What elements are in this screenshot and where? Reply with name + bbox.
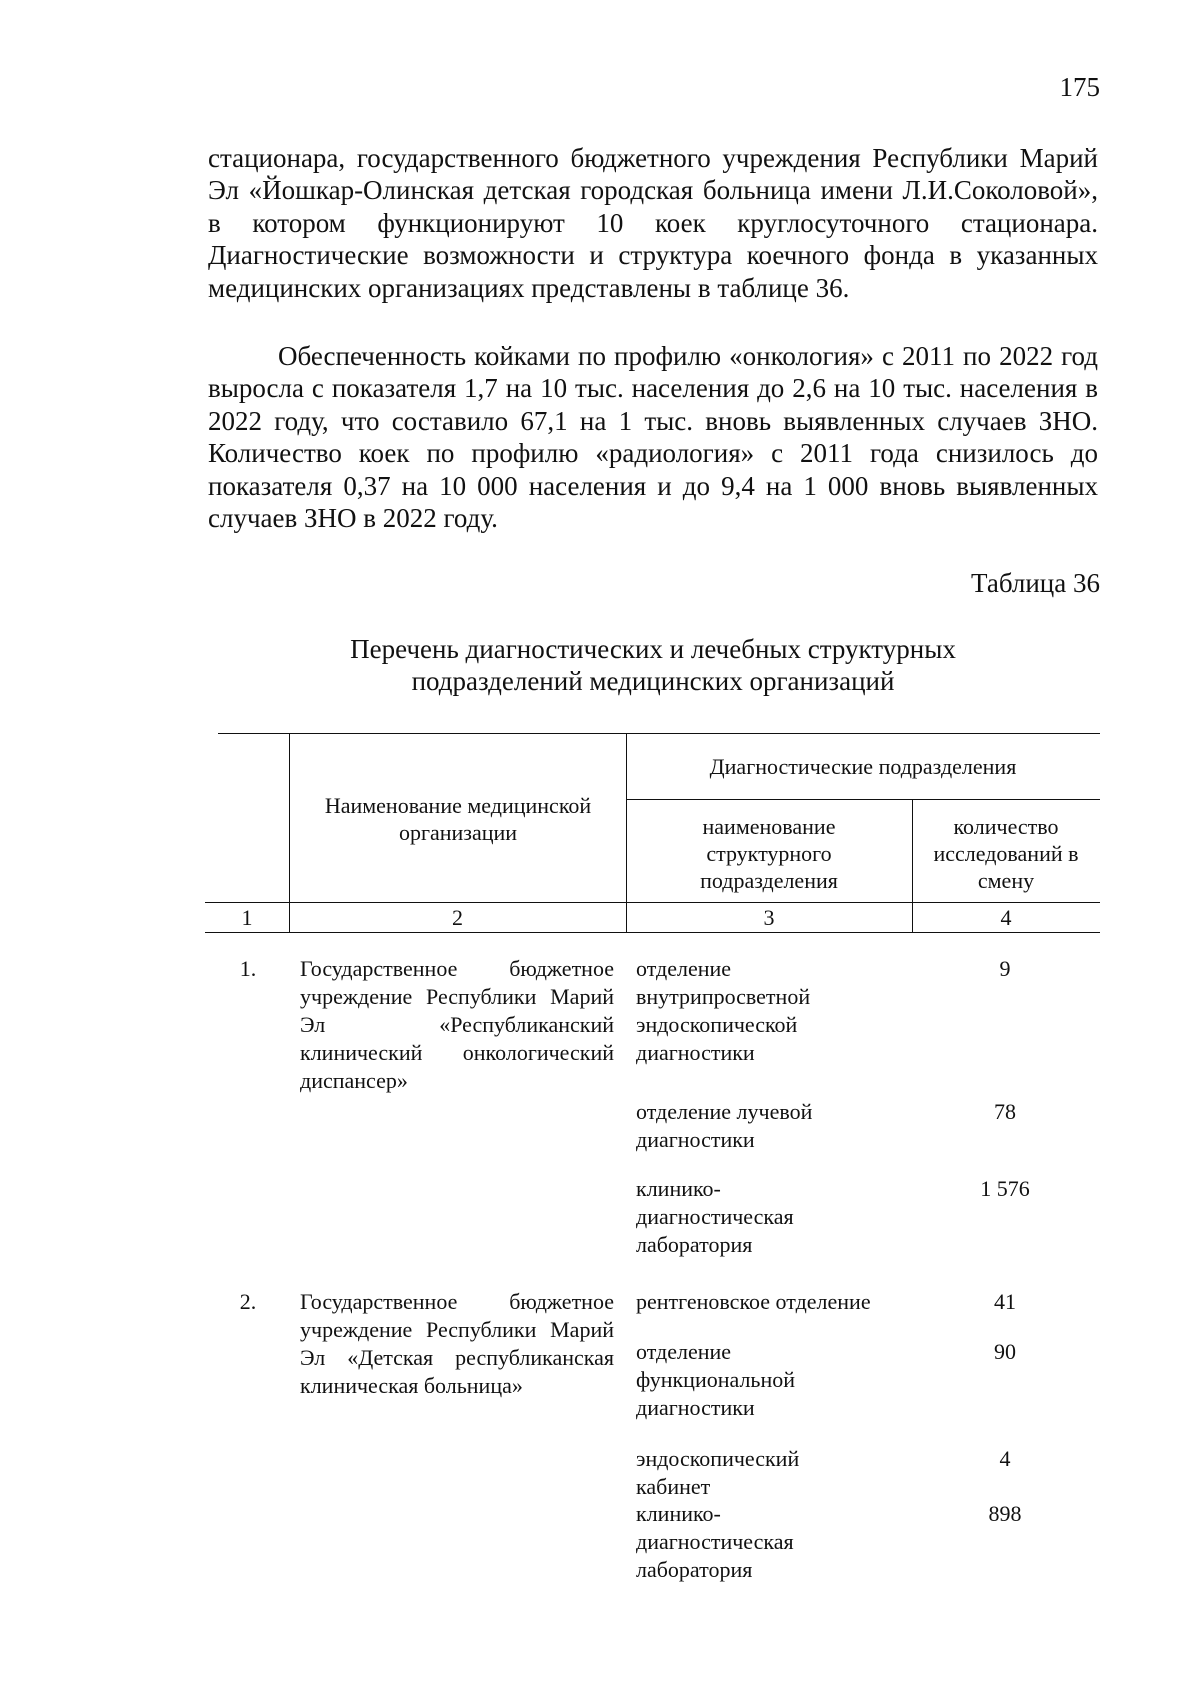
table-divider-1 (289, 733, 290, 932)
table-label: Таблица 36 (971, 568, 1100, 598)
column-numbers-rule (205, 932, 1100, 933)
header-org-name: Наименование медицинской организации (324, 793, 592, 845)
header-count: количество исследований в смену (933, 814, 1079, 893)
header-unit-name: наименование структурного подразделения (700, 814, 838, 893)
header-bottom-rule (205, 902, 1100, 903)
table-top-rule (218, 733, 1100, 734)
org-1-name: Государственное бюджетное учреждение Республики Марий Эл «Республиканский клинический онкологический диспансер» (300, 956, 614, 1093)
column-number-3: 3 (763, 905, 775, 930)
table-title (208, 633, 1098, 697)
org-1-unit-3-name: клинико-диагностическая лаборатория (636, 1176, 794, 1257)
header-diag-group: Диагностические подразделения (709, 754, 1017, 779)
subheader-rule (626, 799, 1100, 800)
org-2-unit-1-name: рентгеновское отделение (636, 1289, 871, 1314)
page-number: 175 (1059, 72, 1100, 102)
paragraph-1: стационара, государственного бюджетного учреждения Республики Марий Эл «Йошкар-Олинская детская городская больница имени Л.И.Соколовой», в котором функционируют 10 коек круглосуточного стационара. Диагностические возможности и структура коечного фонда в указанных медицинских организациях представлены в таблице 36. (208, 143, 1098, 303)
org-2-unit-2-name: отделение функциональной диагностики (636, 1339, 796, 1420)
org-2-unit-3-count: 4 (999, 1446, 1011, 1471)
column-number-4: 4 (1000, 905, 1012, 930)
org-2-unit-4-name: клинико-диагностическая лаборатория (636, 1501, 794, 1582)
paragraph-2: Обеспеченность койками по профилю «онкология» с 2011 по 2022 год выросла с показателя 1,7 на 10 тыс. населения до 2,6 на 10 тыс. населения в 2022 году, что составило 67,1 на 1 тыс. вновь выявленных случаев ЗНО. Количество коек по профилю «радиология» с 2011 года снизилось до показателя 0,37 на 10 000 населения и до 9,4 на 1 000 вновь выявленных случаев ЗНО в 2022 году. (208, 341, 1098, 534)
org-1-unit-3-count: 1 576 (980, 1176, 1030, 1201)
org-2-unit-2-count: 90 (994, 1339, 1016, 1364)
org-1-number: 1. (239, 956, 257, 981)
table-title-line-2: подразделений медицинских организаций (411, 666, 895, 696)
org-2-number: 2. (239, 1289, 257, 1314)
table-title-line-1: Перечень диагностических и лечебных структурных (350, 634, 956, 664)
org-1-unit-2-name: отделение лучевой диагностики (636, 1099, 813, 1152)
column-number-2: 2 (452, 905, 463, 930)
org-2-unit-4-count: 898 (988, 1501, 1022, 1526)
column-number-1: 1 (241, 905, 253, 930)
org-1-unit-1-name: отделение внутрипросветной эндоскопической диагностики (636, 956, 811, 1065)
org-1-unit-2-count: 78 (994, 1099, 1016, 1124)
org-1-unit-1-count: 9 (999, 956, 1011, 981)
org-2-name: Государственное бюджетное учреждение Республики Марий Эл «Детская республиканская клиническая больница» (300, 1289, 614, 1398)
org-2-unit-1-count: 41 (994, 1289, 1016, 1314)
org-2-unit-3-name: эндоскопический кабинет (636, 1446, 800, 1499)
